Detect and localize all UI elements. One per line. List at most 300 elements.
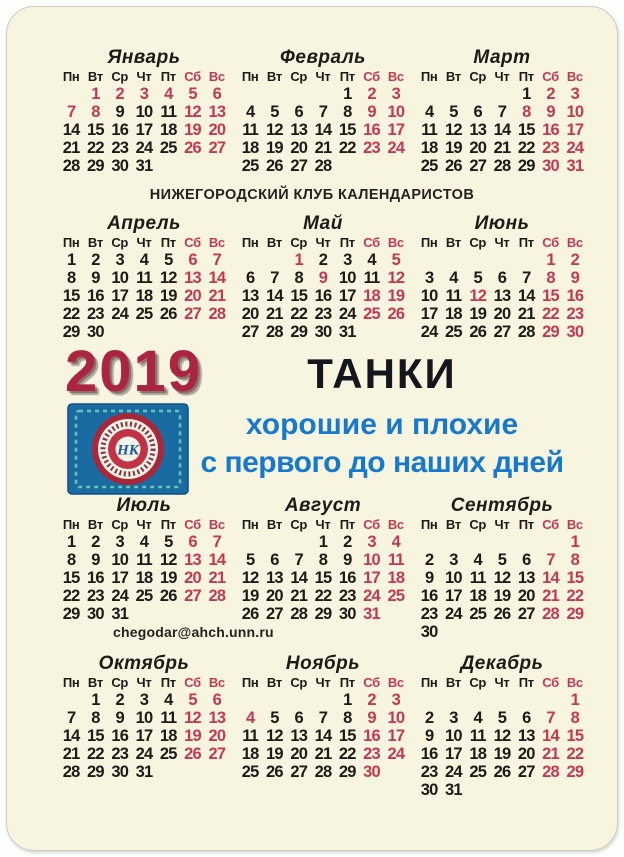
day-cell: 23 <box>363 139 380 157</box>
month-august <box>238 495 408 641</box>
day-cell: 15 <box>87 121 104 139</box>
day-cell-empty <box>466 691 490 709</box>
day-cell: 22 <box>290 305 308 323</box>
day-cell: 16 <box>542 121 559 139</box>
weekday-label: Пт <box>518 675 534 690</box>
day-cell: 13 <box>493 287 511 305</box>
weekday-label: Пт <box>339 235 355 250</box>
day-cell: 28 <box>314 157 332 175</box>
day-cell: 14 <box>493 121 511 139</box>
day-cell: 3 <box>449 709 458 727</box>
day-cell: 9 <box>546 103 555 121</box>
day-cell: 8 <box>522 103 531 121</box>
weekday-label: Чт <box>494 69 510 84</box>
day-cell: 22 <box>542 305 559 323</box>
day-cell: 8 <box>343 709 352 727</box>
day-cell: 4 <box>139 533 149 551</box>
day-cell: 13 <box>184 551 201 569</box>
day-cell: 6 <box>473 103 482 121</box>
day-cell-empty <box>238 691 262 709</box>
weekday-label: Чт <box>136 69 152 84</box>
day-cell: 1 <box>546 251 555 269</box>
day-cell: 28 <box>542 763 559 781</box>
weekday-header <box>417 68 587 85</box>
day-cell: 18 <box>159 121 177 139</box>
day-cell: 3 <box>139 691 149 709</box>
weekday-label: Вт <box>87 235 103 250</box>
day-cell: 28 <box>542 605 559 623</box>
day-cell: 29 <box>542 323 559 341</box>
day-cell: 7 <box>212 251 222 269</box>
day-cell: 27 <box>208 745 226 763</box>
weekday-label: Сб <box>363 235 380 250</box>
weekday-header <box>59 68 229 85</box>
weekday-label: Вс <box>566 517 583 532</box>
day-cell: 20 <box>208 121 226 139</box>
day-cell: 15 <box>566 727 584 745</box>
weekday-label: Чт <box>494 675 510 690</box>
day-cell: 23 <box>566 305 584 323</box>
day-cell: 25 <box>445 323 462 341</box>
day-cell: 8 <box>318 551 328 569</box>
day-cell: 5 <box>449 103 458 121</box>
day-cell: 20 <box>266 587 283 605</box>
day-cell: 6 <box>294 103 303 121</box>
weekday-label: Вт <box>87 69 103 84</box>
day-cell: 14 <box>542 727 559 745</box>
day-cell: 10 <box>135 103 153 121</box>
day-cell: 29 <box>87 157 104 175</box>
day-cell: 18 <box>469 587 487 605</box>
day-cell: 26 <box>241 605 259 623</box>
day-cell: 1 <box>570 533 580 551</box>
day-cell: 2 <box>367 691 376 709</box>
day-cell: 17 <box>445 745 462 763</box>
day-cell: 29 <box>517 157 535 175</box>
day-cell: 5 <box>473 269 482 287</box>
day-cell: 11 <box>242 727 259 745</box>
weekday-label: Сб <box>184 675 201 690</box>
day-cell: 7 <box>66 709 76 727</box>
day-cell: 10 <box>111 269 129 287</box>
day-cell: 28 <box>493 157 511 175</box>
day-cell: 14 <box>266 287 283 305</box>
day-cell: 21 <box>314 745 332 763</box>
day-cell: 24 <box>445 763 462 781</box>
day-cell: 27 <box>241 323 259 341</box>
day-cell-empty <box>417 691 441 709</box>
day-cell: 6 <box>245 269 255 287</box>
day-cell: 24 <box>387 139 405 157</box>
day-cell: 5 <box>164 251 173 269</box>
day-cell: 21 <box>290 587 308 605</box>
day-cell: 11 <box>469 569 486 587</box>
month-title: Январь <box>107 47 181 68</box>
day-cell: 20 <box>241 305 259 323</box>
day-cell: 23 <box>314 305 332 323</box>
day-cell: 28 <box>62 157 80 175</box>
day-cell: 4 <box>391 533 401 551</box>
day-cell: 16 <box>420 745 438 763</box>
day-cell: 18 <box>241 745 259 763</box>
day-grid <box>238 691 408 781</box>
day-cell: 9 <box>115 103 124 121</box>
day-cell: 16 <box>338 569 356 587</box>
day-cell: 13 <box>290 727 308 745</box>
day-cell: 21 <box>208 569 226 587</box>
weekday-label: Вт <box>266 675 282 690</box>
day-cell-empty <box>441 85 465 103</box>
day-cell: 20 <box>290 745 308 763</box>
weekday-label: Ср <box>111 69 129 84</box>
day-cell: 23 <box>420 605 438 623</box>
day-cell: 19 <box>241 587 259 605</box>
day-cell: 22 <box>338 139 356 157</box>
day-cell-empty <box>238 85 262 103</box>
weekday-label: Пн <box>62 69 80 84</box>
day-cell: 28 <box>62 763 80 781</box>
day-cell: 2 <box>115 85 124 103</box>
day-cell-empty <box>514 251 538 269</box>
day-cell: 9 <box>318 269 328 287</box>
day-cell-empty <box>441 251 465 269</box>
day-cell-empty <box>311 691 335 709</box>
day-cell: 17 <box>135 121 153 139</box>
day-cell: 1 <box>343 691 352 709</box>
day-cell: 26 <box>266 157 283 175</box>
weekday-label: Вт <box>445 517 461 532</box>
day-cell-empty <box>514 691 538 709</box>
day-cell: 14 <box>290 569 308 587</box>
day-cell: 11 <box>387 551 404 569</box>
day-cell: 25 <box>469 763 487 781</box>
weekday-header <box>238 674 408 691</box>
day-cell-empty <box>287 533 311 551</box>
day-cell: 12 <box>266 121 283 139</box>
day-cell: 31 <box>363 605 380 623</box>
day-cell: 8 <box>570 551 580 569</box>
day-cell: 27 <box>184 587 201 605</box>
day-cell-empty <box>262 251 286 269</box>
day-cell: 2 <box>343 533 352 551</box>
day-grid <box>417 533 587 641</box>
day-cell: 31 <box>338 323 356 341</box>
month-title: Февраль <box>280 47 366 68</box>
month-title: Март <box>473 47 531 68</box>
day-cell: 5 <box>497 551 507 569</box>
day-cell: 12 <box>159 551 177 569</box>
day-cell: 25 <box>387 587 405 605</box>
weekday-label: Вт <box>87 517 103 532</box>
day-cell: 10 <box>338 269 356 287</box>
day-cell: 7 <box>522 269 531 287</box>
day-cell: 16 <box>566 287 584 305</box>
weekday-label: Чт <box>494 517 510 532</box>
weekday-label: Сб <box>542 235 559 250</box>
day-cell: 4 <box>367 251 376 269</box>
day-cell: 20 <box>184 569 201 587</box>
weekday-label: Вс <box>208 517 225 532</box>
day-cell: 16 <box>420 587 438 605</box>
day-cell: 11 <box>160 103 177 121</box>
day-cell-empty <box>262 533 286 551</box>
day-cell-empty <box>417 533 441 551</box>
weekday-header <box>417 234 587 251</box>
weekday-label: Пт <box>160 235 176 250</box>
day-cell: 7 <box>270 269 279 287</box>
day-cell-empty <box>59 85 83 103</box>
day-cell: 6 <box>497 269 507 287</box>
day-cell: 29 <box>290 323 308 341</box>
day-cell: 15 <box>62 569 80 587</box>
weekday-label: Пн <box>241 69 259 84</box>
day-cell: 4 <box>164 691 173 709</box>
day-cell: 27 <box>184 305 201 323</box>
day-cell-empty <box>466 251 490 269</box>
day-cell: 26 <box>469 323 487 341</box>
day-cell: 14 <box>542 569 559 587</box>
weekday-label: Сб <box>184 69 201 84</box>
day-cell: 17 <box>420 305 438 323</box>
day-cell: 26 <box>184 745 201 763</box>
weekday-label: Вт <box>266 235 282 250</box>
day-cell: 31 <box>445 781 462 799</box>
day-cell: 18 <box>135 287 153 305</box>
day-cell-empty <box>514 533 538 551</box>
day-cell: 24 <box>420 323 438 341</box>
day-cell: 3 <box>570 85 580 103</box>
club-logo-stamp <box>67 403 189 495</box>
month-december <box>417 653 587 799</box>
weekday-label: Ср <box>469 517 487 532</box>
day-cell: 2 <box>424 709 434 727</box>
day-cell: 12 <box>266 727 283 745</box>
day-cell: 16 <box>363 727 380 745</box>
day-cell: 22 <box>87 139 104 157</box>
weekday-label: Ср <box>469 69 487 84</box>
day-cell: 8 <box>294 269 303 287</box>
month-title: Декабрь <box>460 653 544 674</box>
weekday-label: Пт <box>518 235 534 250</box>
day-cell: 30 <box>420 781 438 799</box>
logo-monogram: НК <box>117 442 139 459</box>
day-cell: 25 <box>159 139 177 157</box>
day-cell-empty <box>490 251 514 269</box>
day-cell: 3 <box>391 85 401 103</box>
day-cell-empty <box>262 85 286 103</box>
club-name: НИЖЕГОРОДСКИЙ КЛУБ КАЛЕНДАРИСТОВ <box>149 187 475 203</box>
month-row-q4 <box>59 653 587 799</box>
day-cell: 6 <box>522 551 531 569</box>
day-cell: 19 <box>159 569 177 587</box>
weekday-label: Пт <box>160 675 176 690</box>
weekday-label: Чт <box>136 235 152 250</box>
day-cell-empty <box>262 691 286 709</box>
day-cell: 14 <box>62 121 80 139</box>
day-cell: 6 <box>270 551 279 569</box>
day-cell: 13 <box>266 569 283 587</box>
day-cell: 23 <box>111 139 129 157</box>
month-row-q1 <box>59 47 587 175</box>
day-grid <box>238 251 408 341</box>
day-cell-empty <box>441 691 465 709</box>
day-cell: 13 <box>208 709 226 727</box>
day-cell: 10 <box>363 551 380 569</box>
day-cell: 6 <box>522 709 531 727</box>
day-cell: 13 <box>184 269 201 287</box>
weekday-label: Сб <box>542 675 559 690</box>
day-cell: 27 <box>290 763 308 781</box>
day-cell: 3 <box>424 269 434 287</box>
day-cell: 26 <box>445 157 462 175</box>
weekday-header <box>59 234 229 251</box>
day-cell: 20 <box>208 727 226 745</box>
theme-subtitle1: хорошие и плохие <box>245 408 519 441</box>
day-cell: 24 <box>135 139 153 157</box>
weekday-label: Сб <box>363 517 380 532</box>
day-cell: 20 <box>517 745 535 763</box>
day-cell: 7 <box>497 103 507 121</box>
day-cell: 1 <box>522 85 531 103</box>
day-cell: 17 <box>387 727 405 745</box>
day-cell: 22 <box>62 305 80 323</box>
day-cell: 19 <box>266 139 283 157</box>
day-cell: 6 <box>212 691 222 709</box>
day-cell: 20 <box>517 587 535 605</box>
month-may <box>238 213 408 341</box>
weekday-label: Пн <box>62 517 80 532</box>
day-cell: 10 <box>566 103 584 121</box>
day-cell: 11 <box>421 121 438 139</box>
weekday-label: Сб <box>363 69 380 84</box>
day-cell: 11 <box>469 727 486 745</box>
day-cell: 11 <box>363 269 380 287</box>
weekday-label: Сб <box>363 675 380 690</box>
month-november <box>238 653 408 799</box>
day-cell-empty <box>417 251 441 269</box>
weekday-label: Чт <box>494 235 510 250</box>
day-cell: 7 <box>318 709 328 727</box>
day-cell: 3 <box>115 251 124 269</box>
day-cell: 2 <box>424 551 434 569</box>
day-cell: 13 <box>517 569 535 587</box>
month-june <box>417 213 587 341</box>
day-cell: 18 <box>420 139 438 157</box>
month-october <box>59 653 229 799</box>
weekday-label: Ср <box>111 675 129 690</box>
day-cell: 23 <box>420 763 438 781</box>
day-cell: 25 <box>363 305 380 323</box>
day-cell: 4 <box>245 103 255 121</box>
day-cell: 26 <box>159 587 177 605</box>
day-cell: 24 <box>387 745 405 763</box>
day-cell: 27 <box>469 157 487 175</box>
month-february <box>238 47 408 175</box>
day-cell: 8 <box>546 269 555 287</box>
weekday-label: Ср <box>290 517 308 532</box>
day-cell: 17 <box>111 569 129 587</box>
day-cell-empty <box>466 85 490 103</box>
day-cell: 21 <box>542 587 559 605</box>
day-cell: 15 <box>62 287 80 305</box>
weekday-label: Ср <box>290 675 308 690</box>
day-cell: 21 <box>62 139 80 157</box>
day-cell: 26 <box>159 305 177 323</box>
day-cell: 18 <box>363 287 380 305</box>
weekday-label: Ср <box>111 235 129 250</box>
day-cell: 12 <box>184 709 201 727</box>
day-cell: 17 <box>363 569 380 587</box>
day-cell: 8 <box>570 709 580 727</box>
day-grid <box>238 85 408 175</box>
day-cell: 10 <box>445 569 462 587</box>
day-cell: 31 <box>111 605 129 623</box>
day-cell: 19 <box>184 121 201 139</box>
day-cell: 28 <box>208 305 226 323</box>
day-cell: 9 <box>115 709 124 727</box>
day-cell: 16 <box>87 287 104 305</box>
day-cell: 1 <box>318 533 328 551</box>
theme-subtitle2: с первого до наших дней <box>200 446 564 479</box>
day-grid <box>417 251 587 341</box>
weekday-label: Вт <box>445 69 461 84</box>
day-cell: 10 <box>420 287 438 305</box>
day-cell: 16 <box>87 569 104 587</box>
weekday-label: Ср <box>290 235 308 250</box>
day-cell: 25 <box>420 157 438 175</box>
weekday-label: Ср <box>290 69 308 84</box>
month-row-q3 <box>59 495 587 641</box>
day-cell: 14 <box>208 269 226 287</box>
day-cell: 7 <box>546 709 555 727</box>
day-cell: 20 <box>290 139 308 157</box>
day-cell: 21 <box>62 745 80 763</box>
day-cell: 27 <box>517 605 535 623</box>
day-cell: 10 <box>445 727 462 745</box>
weekday-label: Пн <box>62 675 80 690</box>
day-grid <box>417 691 587 799</box>
day-cell: 31 <box>566 157 584 175</box>
day-cell: 5 <box>270 709 279 727</box>
weekday-label: Пн <box>420 675 438 690</box>
day-cell: 22 <box>87 745 104 763</box>
calendar-card <box>6 6 618 851</box>
day-cell: 12 <box>387 269 405 287</box>
day-cell-empty <box>538 533 562 551</box>
day-cell: 2 <box>570 251 580 269</box>
day-cell: 23 <box>338 587 356 605</box>
weekday-label: Чт <box>315 69 331 84</box>
weekday-header <box>417 674 587 691</box>
weekday-label: Чт <box>136 675 152 690</box>
day-cell: 11 <box>445 287 462 305</box>
day-cell: 21 <box>493 139 511 157</box>
day-cell: 30 <box>87 323 104 341</box>
weekday-label: Пн <box>420 517 438 532</box>
day-cell: 4 <box>473 709 482 727</box>
day-cell: 30 <box>314 323 332 341</box>
day-cell: 3 <box>139 85 149 103</box>
day-cell-empty <box>238 251 262 269</box>
day-cell: 13 <box>241 287 259 305</box>
day-cell: 31 <box>135 157 153 175</box>
day-cell: 15 <box>314 569 332 587</box>
day-cell: 24 <box>566 139 584 157</box>
day-cell-empty <box>287 85 311 103</box>
day-cell: 25 <box>469 605 487 623</box>
day-cell: 22 <box>62 587 80 605</box>
day-cell: 19 <box>184 727 201 745</box>
